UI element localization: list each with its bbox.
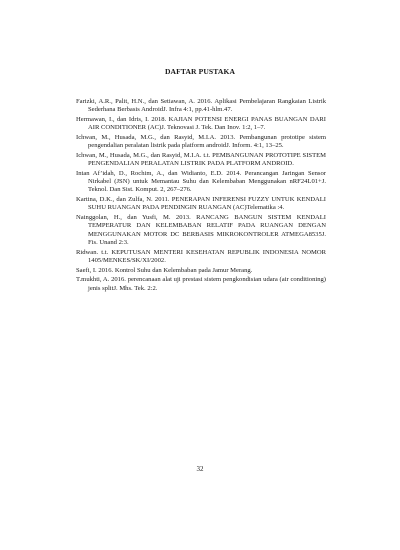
reference-item: Farizki, A.R., Palit, H.N., dan Setiawan, A. 2016. Aplikasi Pembelajaran Rangkaian Listrik Sederhana Berbasis AndroidJ. Infra 4:1, pp.41-hlm.47. [76,98,326,114]
reference-item: Intan Af’idah, D., Rochim, A., dan Widianto, E.D. 2014. Perancangan Jaringan Sensor Nirkabel (JSN) untuk Memantau Suhu dan Kelembaban Menggunakan nRF24L01+J. Teknol. Dan Sist. Komput. 2, 267–276. [76,170,326,194]
reference-item: Ichwan, M., Husada, M.G., dan Rasyid, M.I.A. 2013. Pembangunan prototipe sistem pengendalian peralatan listrik pada platform androidJ. Inform. 4:1, 13–25. [76,134,326,150]
reference-item: Hermawan, I., dan Idris, I. 2018. KAJIAN POTENSI ENERGI PANAS BUANGAN DARI AIR CONDITIONER (AC)J. Teknovasi J. Tek. Dan Inov. 1:2, 1–7. [76,116,326,132]
reference-item: Kartina, D.K., dan Zulfa, N. 2011. PENERAPAN INFERENSI FUZZY UNTUK KENDALI SUHU RUANGAN PADA PENDINGIN RUANGAN (AC)Telematika :4. [76,196,326,212]
reference-list [76,98,326,294]
reference-item: Ichwan, M., Husada, M.G., dan Rasyid, M.I.A. t.t. PEMBANGUNAN PROTOTIPE SISTEM PENGENDALIAN PERALATAN LISTRIK PADA PLATFORM ANDROID. [76,152,326,168]
reference-item: T.mukhti, A. 2016. perencanaan alat uji prestasi sistem pengkondisian udara (air conditioning) jenis splitJ. Mhs. Tek. 2:2. [76,276,326,292]
reference-item: Ridwan. t.t. KEPUTUSAN MENTERI KESEHATAN REPUBLIK INDONESIA NOMOR 1405/MENKES/SK/XI/2002. [76,248,326,264]
page-title: DAFTAR PUSTAKA [164,67,236,76]
reference-item: Nainggolan, H., dan Yusfi, M. 2013. RANCANG BANGUN SISTEM KENDALI TEMPERATUR DAN KELEMBABAN RELATIF PADA RUANGAN DENGAN MENGGUNAKAN MOTOR DC BERBASIS MIKROKONTROLER ATMEGA8535J. Fis. Unand 2:3. [76,214,326,246]
reference-item: Saefi, I. 2016. Kontrol Suhu dan Kelembaban pada Jamur Merang. [76,266,253,274]
page-number: 32 [196,465,204,473]
